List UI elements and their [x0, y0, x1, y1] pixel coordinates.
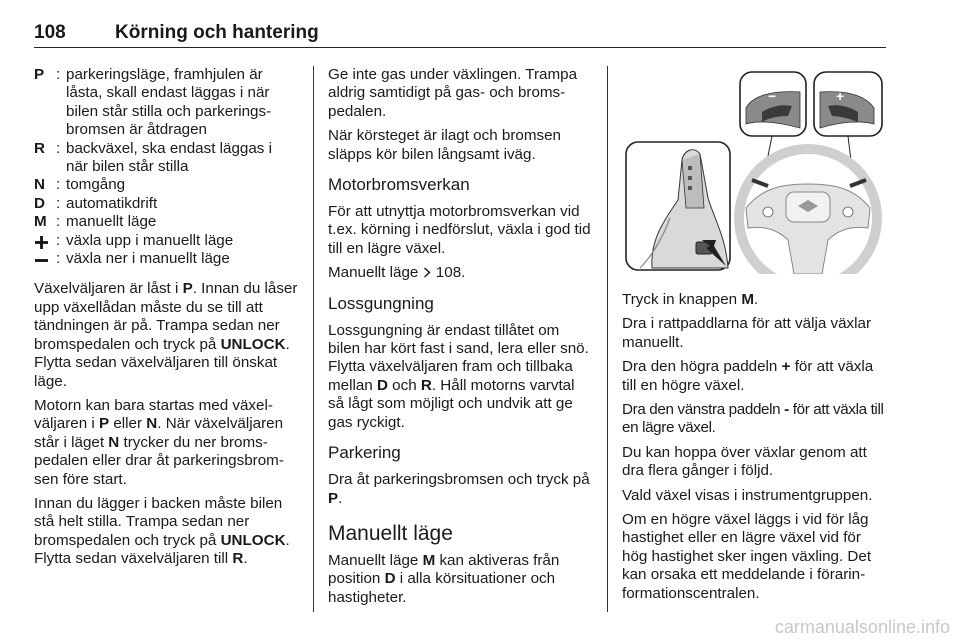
paragraph: Motorn kan bara startas med växelväljaren i P eller N. När växelväljaren står i läget N trycker du ner bromspedalen eller drar åt parkeringsbromsen före start. — [34, 396, 284, 488]
section-heading-manuellt-lage: Manuellt läge — [328, 521, 453, 545]
paragraph: Innan du lägger i backen måste bilen stå helt stilla. Trampa sedan ner bromspedalen och tryck på UNLOCK. Flytta sedan växelväljaren till R. — [34, 494, 290, 568]
paragraph: Dra den vänstra paddeln - för att växla till en lägre växel. — [622, 401, 884, 437]
paragraph: Ge inte gas under växlingen. Trampa aldrig samtidigt på gas- och bromspedalen. — [328, 66, 578, 120]
gear-definition-d: D : automatikdrift — [34, 194, 158, 212]
gear-definition-r: R : backväxel, ska endast läggas i när bilen står stilla — [34, 139, 272, 176]
gear-selector-illustration — [626, 142, 730, 270]
section-heading-lossgungning: Lossgungning — [328, 293, 434, 313]
page-number: 108 — [34, 22, 66, 43]
paragraph: Manuellt läge 108. — [328, 264, 466, 282]
paragraph: Lossgungning är endast tillåtet om bilen har kört fast i sand, lera eller snö. Flytta växelväljaren fram och tillbaka mellan D och R. Håll motorns varvtal så lågt som möjligt och undvik att ge gas ryckigt. — [328, 321, 589, 431]
paragraph: Manuellt läge M kan aktiveras från position D i alla körsituationer och hastigheter. — [328, 551, 560, 606]
gear-definition-p: P : parkeringsläge, framhjulen är låsta, skall endast läggas i när bilen står stilla och parkeringsbromsen är åtdragen — [34, 66, 272, 139]
left-paddle-minus-illustration — [740, 72, 806, 136]
column-3 — [622, 291, 888, 609]
gear-definition-n: N : tomgång — [34, 176, 126, 194]
paragraph: Vald växel visas i instrumentgruppen. — [622, 486, 873, 504]
paragraph: Du kan hoppa över växlar genom att dra flera gånger i följd. — [622, 443, 867, 480]
steering-wheel-paddles-figure — [622, 68, 888, 274]
paragraph: Växelväljaren är låst i P. Innan du låser upp växellådan måste du se till att tändningen är på. Trampa sedan ner bromspedalen och tryck på UNLOCK. Flytta sedan växelväljaren till önskat läge. — [34, 280, 298, 390]
paddle-plus-label: + — [836, 88, 845, 104]
column-divider — [313, 66, 314, 612]
right-paddle-plus-illustration — [814, 72, 882, 136]
column-divider — [607, 66, 608, 612]
paragraph: När körsteget är ilagt och bromsen släpps kör bilen långsamt iväg. — [328, 127, 561, 163]
section-heading-parkering: Parkering — [328, 443, 401, 463]
chapter-title: Körning och hantering — [115, 22, 319, 43]
plus-icon — [34, 232, 56, 250]
column-1 — [34, 66, 298, 575]
paragraph: Dra i rattpaddlarna för att välja växlar manuellt. — [622, 315, 872, 351]
paragraph: Tryck in knappen M. — [622, 291, 759, 308]
gear-definition-m: M : manuellt läge — [34, 213, 157, 231]
watermark: carmanualsonline.info — [774, 617, 950, 637]
column-2 — [328, 66, 594, 613]
paragraph: För att utnyttja motorbromsverkan vid t.ex. körning i nedförslut, växla i god tid till en lägre växel. — [328, 203, 591, 257]
minus-icon — [34, 250, 56, 268]
gear-definition-plus: : växla upp i manuellt läge — [34, 232, 298, 250]
paragraph: Om en högre växel läggs i vid för låg hastighet eller en lägre växel vid för hög hastighet sker ingen växling. Det kan orsaka ett meddelande i förarinformationscentralen. — [622, 511, 872, 602]
page-ref-link[interactable]: 108. — [435, 264, 466, 282]
paragraph: Dra den högra paddeln + för att växla till en högre växel. — [622, 358, 874, 394]
gear-definition-minus: : växla ner i manuellt läge — [34, 250, 298, 268]
gear-definition-list — [34, 66, 298, 268]
paragraph: Dra åt parkeringsbromsen och tryck på P. — [328, 471, 590, 507]
paddle-minus-label: − — [768, 88, 777, 104]
section-heading-motorbroms: Motorbromsverkan — [328, 175, 470, 195]
page-header — [34, 8, 886, 48]
page-ref-arrow-icon[interactable] — [423, 264, 432, 281]
steering-wheel-illustration — [734, 144, 882, 274]
